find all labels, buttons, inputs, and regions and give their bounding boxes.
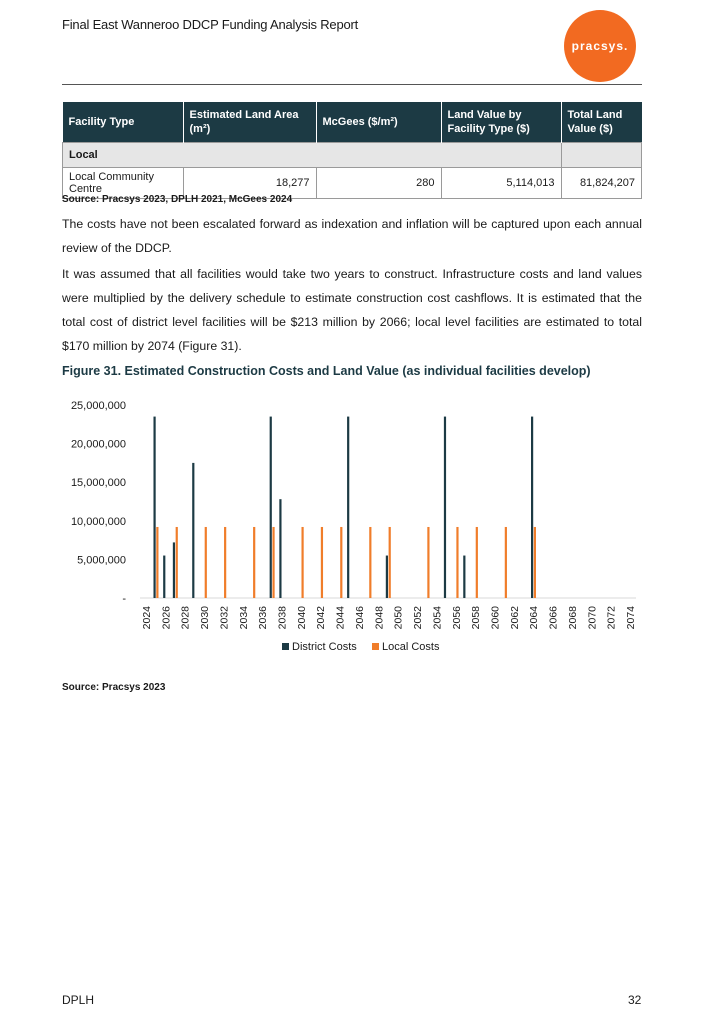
district-cost-bar — [347, 417, 349, 598]
header-rule — [62, 84, 642, 85]
x-tick-label: 2048 — [373, 606, 386, 630]
district-cost-bar — [153, 417, 155, 598]
local-cost-bar — [427, 527, 429, 598]
col-header-land-value-by-type: Land Value by Facility Type ($) — [441, 102, 561, 143]
col-header-land-area: Estimated Land Area (m²) — [183, 102, 316, 143]
legend-label-district: District Costs — [292, 641, 357, 653]
cell-land-area: 18,277 — [183, 168, 316, 199]
cell-land-value: 5,114,013 — [441, 168, 561, 199]
table-header-row — [63, 102, 642, 143]
group-label: Local — [63, 143, 562, 168]
x-tick-label: 2072 — [605, 606, 618, 630]
district-cost-bar — [531, 417, 533, 598]
y-tick-label: 5,000,000 — [77, 554, 126, 567]
header-title: Final East Wanneroo DDCP Funding Analysis Report — [62, 17, 359, 32]
construction-cost-chart — [62, 392, 642, 667]
x-tick-label: 2026 — [160, 606, 173, 630]
x-tick-label: 2058 — [470, 606, 483, 630]
page-number: 32 — [628, 993, 642, 1007]
local-cost-bar — [505, 527, 507, 598]
local-cost-bar — [389, 527, 391, 598]
local-cost-bar — [253, 527, 255, 598]
y-tick-label: 15,000,000 — [70, 477, 126, 490]
table-group-row — [63, 143, 642, 168]
x-tick-label: 2040 — [295, 606, 308, 630]
x-tick-label: 2054 — [431, 606, 444, 630]
land-value-table — [62, 102, 642, 199]
district-cost-bar — [270, 417, 272, 598]
x-tick-label: 2070 — [586, 606, 599, 630]
local-cost-bar — [321, 527, 323, 598]
chart-source: Source: Pracsys 2023 — [62, 682, 166, 693]
local-cost-bar — [176, 527, 178, 598]
legend-label-local: Local Costs — [382, 641, 440, 653]
x-tick-label: 2062 — [508, 606, 521, 630]
x-tick-label: 2050 — [392, 606, 405, 630]
figure-title: Figure 31. Estimated Construction Costs and Land Value (as individual facilities develop) — [62, 364, 591, 378]
local-cost-bar — [224, 527, 226, 598]
x-tick-label: 2066 — [547, 606, 560, 630]
paragraph-assumptions: It was assumed that all facilities would take two years to construct. Infrastructure costs and land values were multiplied by the delivery schedule to estimate construction cost cashflows. It is estimated that the total cost of district level facilities will be $213 million by 2066; local level facilities are estimated to total $170 million by 2074 (Figure 31). — [62, 267, 642, 353]
pracsys-logo — [564, 10, 636, 82]
y-tick-label: 25,000,000 — [70, 400, 126, 412]
local-cost-bar — [456, 527, 458, 598]
local-cost-bar — [301, 527, 303, 598]
x-tick-label: 2036 — [257, 606, 270, 630]
col-header-facility-type: Facility Type — [63, 102, 184, 143]
district-cost-bar — [463, 556, 465, 598]
paragraph-indexation: The costs have not been escalated forward as indexation and inflation will be captured upon each annual review of the DDCP. — [62, 217, 642, 255]
group-empty-cell — [561, 143, 642, 168]
x-tick-label: 2056 — [450, 606, 463, 630]
cell-total: 81,824,207 — [561, 168, 642, 199]
local-cost-bar — [340, 527, 342, 598]
local-cost-bar — [272, 527, 274, 598]
col-header-total-land-value: Total Land Value ($) — [561, 102, 642, 143]
district-cost-bar — [279, 499, 281, 598]
district-cost-bar — [444, 417, 446, 598]
x-tick-label: 2052 — [412, 606, 425, 630]
x-tick-label: 2068 — [566, 606, 579, 630]
district-cost-bar — [163, 556, 165, 598]
x-tick-label: 2064 — [528, 606, 541, 630]
x-tick-label: 2042 — [315, 606, 328, 630]
local-cost-bar — [205, 527, 207, 598]
logo-text: pracsys. — [571, 39, 629, 53]
x-tick-label: 2038 — [276, 606, 289, 630]
footer-label: DPLH — [62, 993, 95, 1007]
x-tick-label: 2032 — [218, 606, 231, 630]
cell-facility: Local Community Centre — [63, 168, 184, 199]
district-cost-bar — [386, 556, 388, 598]
x-tick-label: 2028 — [179, 606, 192, 630]
local-cost-bar — [476, 527, 478, 598]
x-tick-label: 2046 — [353, 606, 366, 630]
x-tick-label: 2044 — [334, 606, 347, 630]
cell-mcgees: 280 — [316, 168, 441, 199]
x-tick-label: 2024 — [141, 606, 153, 630]
district-cost-bar — [173, 542, 175, 598]
x-tick-label: 2034 — [237, 606, 250, 630]
legend-swatch-district — [282, 643, 289, 650]
x-tick-label: 2060 — [489, 606, 502, 630]
legend-swatch-local — [372, 643, 379, 650]
local-cost-bar — [534, 527, 536, 598]
local-cost-bar — [369, 527, 371, 598]
x-tick-label: 2030 — [199, 606, 212, 630]
y-tick-label: - — [122, 593, 126, 605]
x-tick-label: 2074 — [625, 606, 637, 630]
district-cost-bar — [192, 463, 194, 598]
col-header-mcgees: McGees ($/m²) — [316, 102, 441, 143]
table-source: Source: Pracsys 2023, DPLH 2021, McGees 2024 — [62, 194, 293, 205]
y-tick-label: 10,000,000 — [70, 515, 126, 528]
y-tick-label: 20,000,000 — [70, 438, 126, 451]
local-cost-bar — [156, 527, 158, 598]
